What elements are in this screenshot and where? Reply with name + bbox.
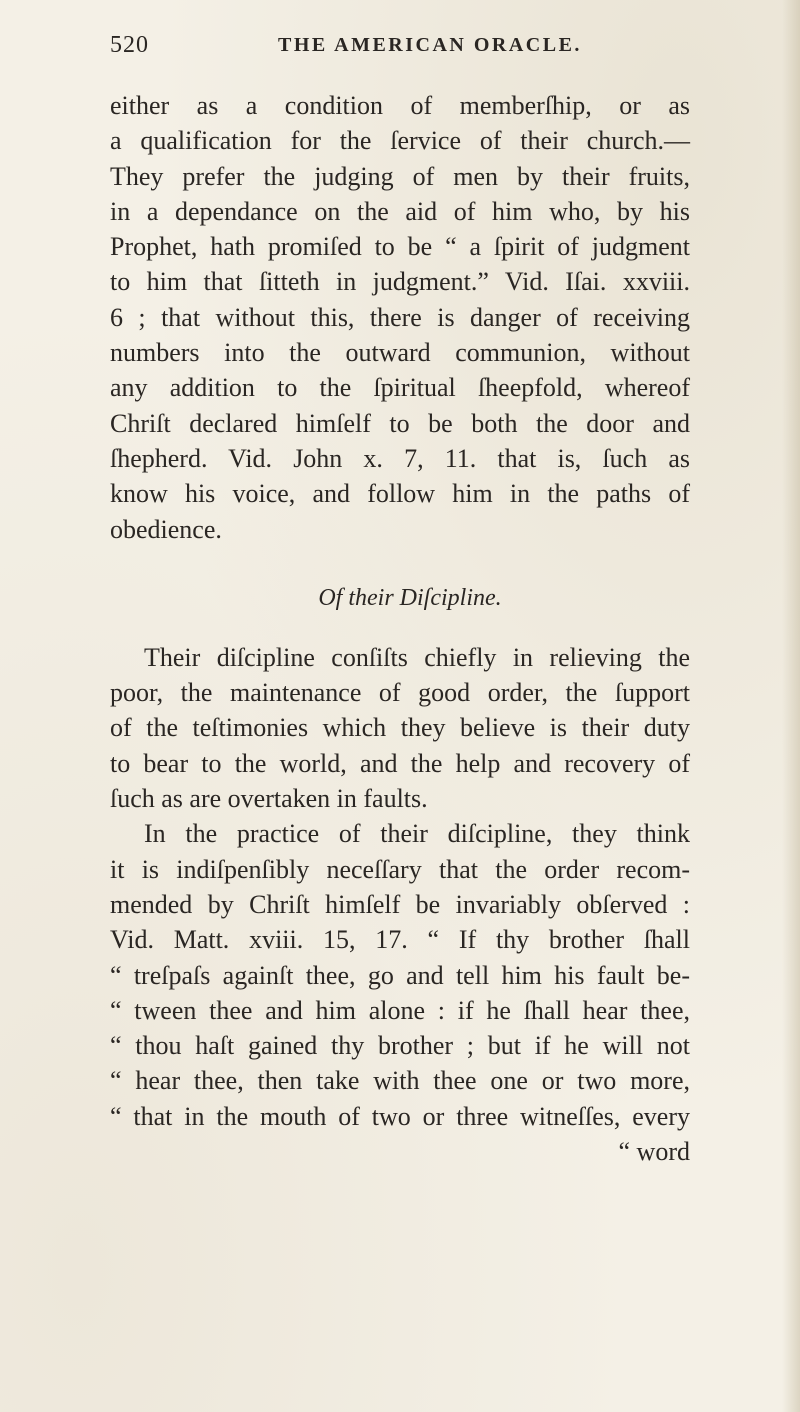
text-line: “ thou haſt gained thy brother ; but if he will not [110,1031,690,1061]
text-line: know his voice, and follow him in the paths of [110,479,690,509]
text-line: “ hear thee, then take with thee one or two more, [110,1066,690,1096]
page-number: 520 [110,32,149,58]
text-line: obedience. [110,514,222,544]
paragraph-1 [110,88,690,547]
text-line: mended by Chriſt himſelf be invariably obſerved : [110,889,690,919]
body-text [110,88,690,1169]
text-line: ſhepherd. Vid. John x. 7, 11. that is, ſuch as [110,443,690,473]
text-line: In the practice of their diſcipline, they think [144,819,690,849]
text-line: Prophet, hath promiſed to be “ a ſpirit of judgment [110,232,690,262]
running-head: THE AMERICAN ORACLE. [278,34,582,56]
text-line: Chriſt declared himſelf to be both the door and [110,408,690,438]
text-line: a qualification for the ſervice of their church.— [110,126,690,156]
text-line: to him that ſitteth in judgment.” Vid. Iſai. xxviii. [110,267,690,297]
text-line: 6 ; that without this, there is danger of receiving [110,302,690,332]
text-line: it is indiſpenſibly neceſſary that the order recom- [110,854,690,884]
catchword: “ word [618,1137,690,1167]
section-heading: Of their Diſcipline. [318,584,502,611]
text-line: either as a condition of memberſhip, or as [110,91,690,120]
text-line: “ that in the mouth of two or three witneſſes, every [110,1101,690,1131]
text-line: of the teſtimonies which they believe is their duty [110,713,690,743]
page-header [110,32,690,66]
text-line: any addition to the ſpiritual ſheepfold, whereof [110,373,690,403]
text-line: in a dependance on the aid of him who, by his [110,196,690,226]
text-line: numbers into the outward communion, without [110,338,690,368]
text-line: to bear to the world, and the help and recovery of [110,748,690,778]
text-line: Vid. Matt. xviii. 15, 17. “ If thy brother ſhall [110,925,690,955]
page-edge-shadow [782,0,800,1412]
text-line: “ treſpaſs againſt thee, go and tell him his fault be- [110,960,690,990]
text-line: ſuch as are overtaken in faults. [110,784,428,814]
text-line: “ tween thee and him alone : if he ſhall hear thee, [110,995,690,1025]
paragraph-2 [110,640,690,816]
text-line: They prefer the judging of men by their fruits, [110,161,690,191]
text-line: Their diſcipline conſiſts chiefly in relieving the [144,642,690,672]
paragraph-3 [110,816,690,1134]
text-line: poor, the maintenance of good order, the ſupport [110,678,690,708]
